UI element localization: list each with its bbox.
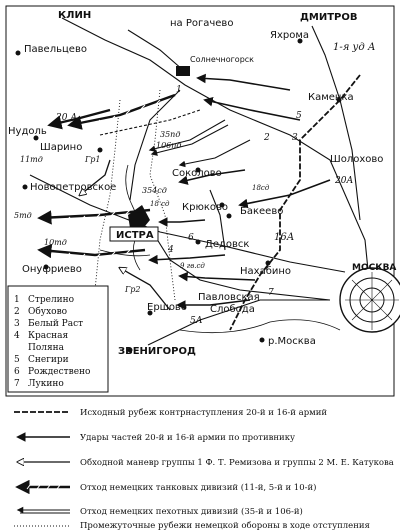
place-legend-num-2: 2 <box>14 307 20 317</box>
label-army-16: 16А <box>274 232 295 243</box>
label-n1: 1 <box>176 85 182 95</box>
label-gr1: Гр1 <box>85 155 101 164</box>
place-legend-name-2: Обухово <box>28 307 68 317</box>
label-pavlovskaya: Павловская <box>198 292 260 303</box>
symbol-legend <box>14 407 394 530</box>
legend-bypass-text: Обходной маневр группы 1 Ф. Т. Ремизова и группы 2 М. Е. Катукова <box>80 458 394 468</box>
moscow-city <box>340 268 400 332</box>
label-zvenigorod: ЗВЕНИГОРОД <box>118 346 196 357</box>
label-n6: 6 <box>188 233 194 243</box>
label-td5: 5тд <box>14 211 32 220</box>
label-sholokhovo: Шолохово <box>330 154 384 165</box>
place-legend-name-3: Белый Раст <box>28 319 84 329</box>
label-nakhabino: Нахабино <box>240 266 292 277</box>
place-legend-name-1: Стрелино <box>28 295 75 305</box>
label-pavelcevo: Павельцево <box>24 44 87 55</box>
place-legend-num-7: 7 <box>14 379 20 389</box>
label-sharino: Шарино <box>40 142 83 153</box>
label-sloboda: Слобода <box>210 304 255 315</box>
label-gr2: Гр2 <box>125 285 141 294</box>
label-moskva-river: р.Москва <box>268 336 316 347</box>
label-n2: 2 <box>264 133 270 143</box>
dmitrov-road <box>312 26 360 220</box>
label-army-1: 1-я уд А <box>333 42 376 53</box>
place-legend-name-4: Красная <box>28 331 69 341</box>
label-yakhroma: Яхрома <box>270 30 310 41</box>
label-nudol: Нудоль <box>8 126 47 137</box>
label-sokolovo: Соколово <box>172 168 222 179</box>
place-legend-box <box>8 286 108 392</box>
side-road <box>100 110 200 135</box>
legend-strike-text: Удары частей 20-й и 16-й армии по противнику <box>80 433 296 443</box>
label-md35: 35пд <box>160 130 181 139</box>
label-bakeevo: Бакеево <box>240 206 284 217</box>
label-sd9: 9 гв.сд <box>180 262 205 270</box>
label-moskva: МОСКВА <box>352 263 397 273</box>
place-legend-name-7: Лукино <box>28 379 64 389</box>
place-legend-num-4: 4 <box>14 331 20 341</box>
label-rogachevo: на Рогачево <box>170 18 234 29</box>
label-n7: 7 <box>268 288 274 298</box>
label-n5: 5 <box>296 111 302 121</box>
label-onufrievo: Онуфриево <box>22 264 82 275</box>
label-td11: 11тд <box>20 155 43 164</box>
legend-interim-text: Промежуточные рубежи немецкой обороны в ходе отступления <box>80 521 370 530</box>
label-kryukovo: Крюково <box>182 202 229 213</box>
label-army-20-right: 20А <box>335 176 354 186</box>
place-legend-name-6: Рождествено <box>28 367 91 377</box>
legend-start-line-text: Исходный рубеж контрнаступления 20-й и 16-й армий <box>80 408 328 418</box>
solnechnogorsk-marker <box>176 66 190 76</box>
label-klin: КЛИН <box>58 10 92 21</box>
place-legend-name-4b: Поляна <box>28 343 65 353</box>
place-legend-num-3: 3 <box>14 319 20 329</box>
label-novopetrovskoe: Новопетровское <box>30 182 117 193</box>
label-sd354: 354сд <box>142 186 167 195</box>
place-legend-num-1: 1 <box>14 295 20 305</box>
label-sd18b: 18 сд <box>150 200 170 208</box>
label-md106: 106пд <box>156 141 182 150</box>
label-kamenka: Каменка <box>308 92 354 103</box>
label-dmitrov: ДМИТРОВ <box>300 12 358 23</box>
label-sd18: 18сд <box>252 184 270 192</box>
legend-infantry-text: Отход немецких пехотных дивизий (35-й и 106-й) <box>80 507 303 517</box>
label-solnechnogorsk: Солнечногорск <box>190 55 255 64</box>
moskva-river <box>180 320 340 333</box>
label-dedovsk: Дедовск <box>205 239 250 250</box>
label-n4: 4 <box>168 245 174 255</box>
label-ershovo: Ершово <box>147 302 187 313</box>
place-legend-num-6: 6 <box>14 367 20 377</box>
place-legend-num-5: 5 <box>14 355 20 365</box>
label-td10: 10тд <box>44 238 67 247</box>
label-n3: 3 <box>292 133 298 143</box>
label-army-20-top: 20 А <box>56 113 78 123</box>
label-istra: ИСТРА <box>116 230 154 241</box>
label-army-5: 5А <box>190 316 203 326</box>
interim-lines <box>95 90 175 300</box>
legend-tank-text: Отход немецких танковых дивизий (11-й, 5-й и 10-й) <box>80 483 317 493</box>
place-legend-name-5: Снегири <box>28 355 69 365</box>
